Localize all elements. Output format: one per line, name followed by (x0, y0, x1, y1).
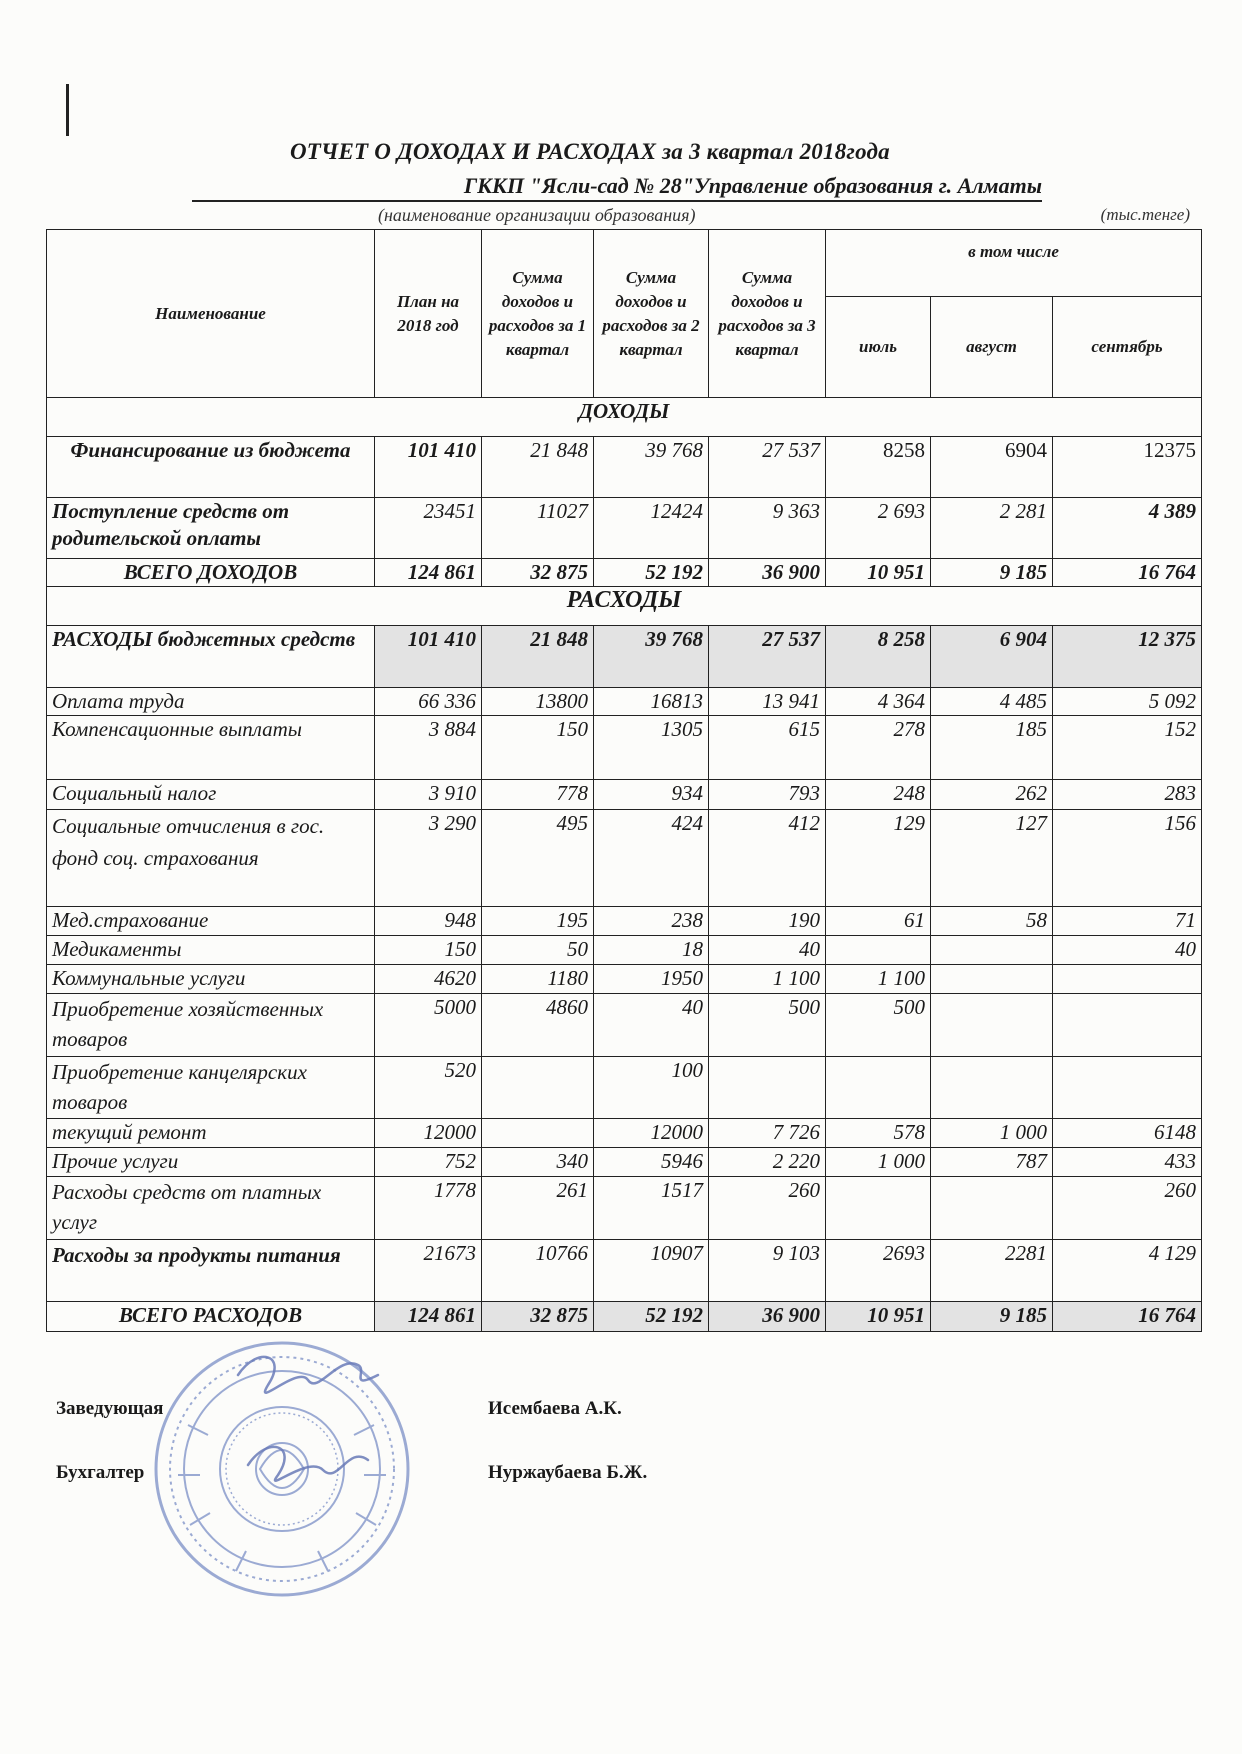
cell-july (826, 1177, 931, 1240)
cell-september (1053, 1057, 1202, 1119)
row-name: Поступление средств от родительской оплаты (47, 498, 375, 559)
row-name: Приобретение канцелярских товаров (47, 1057, 375, 1119)
table-row (47, 907, 1202, 936)
cell-plan: 3 910 (375, 780, 482, 810)
cell-september: 152 (1053, 716, 1202, 780)
budget-expenses-row (47, 626, 1202, 688)
cell-july: 248 (826, 780, 931, 810)
table-row (47, 1119, 1202, 1148)
cell-plan: 150 (375, 936, 482, 965)
table-row (47, 498, 1202, 559)
section-expenses: РАСХОДЫ (47, 587, 1202, 626)
header-july: июль (826, 297, 931, 398)
cell-august (931, 1177, 1053, 1240)
table-row (47, 936, 1202, 965)
cell-q1: 21 848 (482, 437, 594, 498)
row-name: Расходы средств от платных услуг (47, 1177, 375, 1240)
table-row (47, 1240, 1202, 1302)
header-q2: Сумма доходов и расходов за 2 квартал (594, 230, 709, 398)
cell-august: 127 (931, 810, 1053, 907)
cell-q3 (709, 1057, 826, 1119)
cell-august: 262 (931, 780, 1053, 810)
cell-q1: 11027 (482, 498, 594, 559)
cell-august: 58 (931, 907, 1053, 936)
cell-july (826, 936, 931, 965)
cell-august (931, 965, 1053, 994)
cell-september: 4 129 (1053, 1240, 1202, 1302)
row-name: Расходы за продукты питания (47, 1240, 375, 1302)
cell-q3: 1 100 (709, 965, 826, 994)
cell-july: 500 (826, 994, 931, 1057)
cell-q1: 32 875 (482, 559, 594, 587)
cell-q2: 100 (594, 1057, 709, 1119)
header-q1: Сумма доходов и расходов за 1 квартал (482, 230, 594, 398)
table-row (47, 965, 1202, 994)
cell-q2: 1305 (594, 716, 709, 780)
cell-plan: 12000 (375, 1119, 482, 1148)
table-row (47, 1057, 1202, 1119)
cell-q1: 50 (482, 936, 594, 965)
cell-q3: 9 363 (709, 498, 826, 559)
cell-august (931, 936, 1053, 965)
cell-plan: 3 884 (375, 716, 482, 780)
cell-september: 260 (1053, 1177, 1202, 1240)
cell-plan: 752 (375, 1148, 482, 1177)
row-name: Компенсационные выплаты (47, 716, 375, 780)
cell-q2: 52 192 (594, 1302, 709, 1332)
header-name: Наименование (47, 230, 375, 398)
cell-q2: 10907 (594, 1240, 709, 1302)
cell-september: 16 764 (1053, 559, 1202, 587)
cell-plan: 23451 (375, 498, 482, 559)
header-including: в том числе (826, 230, 1202, 297)
cell-july: 129 (826, 810, 931, 907)
cell-q1 (482, 1057, 594, 1119)
head-label: Заведующая (56, 1398, 164, 1419)
cell-plan: 1778 (375, 1177, 482, 1240)
cell-q2: 12424 (594, 498, 709, 559)
cell-august: 9 185 (931, 559, 1053, 587)
income-expense-table (46, 229, 1202, 1332)
cell-q3: 9 103 (709, 1240, 826, 1302)
cell-july: 2 693 (826, 498, 931, 559)
cell-q3: 40 (709, 936, 826, 965)
cell-q2: 424 (594, 810, 709, 907)
cell-q3: 412 (709, 810, 826, 907)
cell-september: 12 375 (1053, 626, 1202, 688)
cell-q3: 13 941 (709, 688, 826, 716)
row-name: ВСЕГО РАСХОДОВ (47, 1302, 375, 1332)
cell-july: 1 000 (826, 1148, 931, 1177)
cell-plan: 4620 (375, 965, 482, 994)
cell-september: 4 389 (1053, 498, 1202, 559)
cell-september: 283 (1053, 780, 1202, 810)
cell-plan: 21673 (375, 1240, 482, 1302)
cell-q1: 150 (482, 716, 594, 780)
header-q3: Сумма доходов и расходов за 3 квартал (709, 230, 826, 398)
row-name: Прочие услуги (47, 1148, 375, 1177)
table-row (47, 1177, 1202, 1240)
row-name: Социальные отчисления в гос. фонд соц. страхования (47, 810, 375, 907)
row-name: Медикаменты (47, 936, 375, 965)
cell-july: 578 (826, 1119, 931, 1148)
cell-august: 1 000 (931, 1119, 1053, 1148)
cell-july: 8258 (826, 437, 931, 498)
cell-q2: 1517 (594, 1177, 709, 1240)
cell-q2: 1950 (594, 965, 709, 994)
cell-august: 2 281 (931, 498, 1053, 559)
cell-plan: 5000 (375, 994, 482, 1057)
cell-september: 433 (1053, 1148, 1202, 1177)
cell-q2: 39 768 (594, 626, 709, 688)
cell-august (931, 994, 1053, 1057)
table-row (47, 1148, 1202, 1177)
cell-q3: 36 900 (709, 559, 826, 587)
cell-august: 6 904 (931, 626, 1053, 688)
cell-q3: 27 537 (709, 626, 826, 688)
cell-plan: 66 336 (375, 688, 482, 716)
header-august: август (931, 297, 1053, 398)
cell-july: 4 364 (826, 688, 931, 716)
cell-q1: 10766 (482, 1240, 594, 1302)
head-name: Исембаева А.К. (488, 1398, 622, 1419)
cell-q2: 12000 (594, 1119, 709, 1148)
header-september: сентябрь (1053, 297, 1202, 398)
cell-q3: 2 220 (709, 1148, 826, 1177)
cell-july: 10 951 (826, 1302, 931, 1332)
cell-plan: 124 861 (375, 559, 482, 587)
page-edge-mark (66, 84, 69, 136)
cell-september (1053, 994, 1202, 1057)
cell-september: 12375 (1053, 437, 1202, 498)
cell-plan: 101 410 (375, 437, 482, 498)
organization-name: ГККП "Ясли-сад № 28"Управление образования г. Алматы (192, 172, 1042, 202)
row-name: Оплата труда (47, 688, 375, 716)
cell-q1: 4860 (482, 994, 594, 1057)
cell-august: 787 (931, 1148, 1053, 1177)
cell-september: 40 (1053, 936, 1202, 965)
cell-august (931, 1057, 1053, 1119)
cell-july: 2693 (826, 1240, 931, 1302)
cell-q3: 260 (709, 1177, 826, 1240)
cell-july: 278 (826, 716, 931, 780)
section-income: ДОХОДЫ (47, 398, 1202, 437)
table-row (47, 810, 1202, 907)
cell-august: 4 485 (931, 688, 1053, 716)
cell-q1: 195 (482, 907, 594, 936)
row-name: Приобретение хозяйственных товаров (47, 994, 375, 1057)
cell-q3: 7 726 (709, 1119, 826, 1148)
cell-q1: 1180 (482, 965, 594, 994)
row-name: Финансирование из бюджета (47, 437, 375, 498)
table-row (47, 437, 1202, 498)
row-name: Социальный налог (47, 780, 375, 810)
cell-september: 6148 (1053, 1119, 1202, 1148)
cell-august: 2281 (931, 1240, 1053, 1302)
cell-q2: 18 (594, 936, 709, 965)
row-name: Мед.страхование (47, 907, 375, 936)
cell-q2: 934 (594, 780, 709, 810)
cell-q3: 615 (709, 716, 826, 780)
table-row (47, 780, 1202, 810)
cell-july (826, 1057, 931, 1119)
cell-september: 71 (1053, 907, 1202, 936)
cell-july: 61 (826, 907, 931, 936)
cell-plan: 3 290 (375, 810, 482, 907)
cell-q2: 238 (594, 907, 709, 936)
cell-q3: 36 900 (709, 1302, 826, 1332)
cell-plan: 520 (375, 1057, 482, 1119)
cell-august: 185 (931, 716, 1053, 780)
expense-total-row (47, 1302, 1202, 1332)
units-label: (тыс.тенге) (1100, 205, 1190, 224)
row-name: ВСЕГО ДОХОДОВ (47, 559, 375, 587)
cell-august: 9 185 (931, 1302, 1053, 1332)
income-total-row (47, 559, 1202, 587)
cell-september: 16 764 (1053, 1302, 1202, 1332)
cell-q1: 495 (482, 810, 594, 907)
row-name: РАСХОДЫ бюджетных средств (47, 626, 375, 688)
cell-plan: 124 861 (375, 1302, 482, 1332)
row-name: текущий ремонт (47, 1119, 375, 1148)
cell-september: 156 (1053, 810, 1202, 907)
cell-q1: 32 875 (482, 1302, 594, 1332)
header-plan: План на 2018 год (375, 230, 482, 398)
organization-caption: (наименование организации образования) (378, 205, 696, 225)
cell-august: 6904 (931, 437, 1053, 498)
table-row (47, 716, 1202, 780)
cell-q3: 500 (709, 994, 826, 1057)
cell-plan: 948 (375, 907, 482, 936)
cell-q3: 793 (709, 780, 826, 810)
report-title: ОТЧЕТ О ДОХОДАХ И РАСХОДАХ за 3 квартал 2018года (290, 139, 890, 164)
cell-q1 (482, 1119, 594, 1148)
table-row (47, 994, 1202, 1057)
row-name: Коммунальные услуги (47, 965, 375, 994)
cell-q3: 190 (709, 907, 826, 936)
cell-q2: 16813 (594, 688, 709, 716)
cell-q2: 52 192 (594, 559, 709, 587)
cell-july: 1 100 (826, 965, 931, 994)
cell-q1: 340 (482, 1148, 594, 1177)
cell-plan: 101 410 (375, 626, 482, 688)
accountant-name: Нуржаубаева Б.Ж. (488, 1462, 648, 1483)
cell-q1: 261 (482, 1177, 594, 1240)
cell-q3: 27 537 (709, 437, 826, 498)
table-row (47, 688, 1202, 716)
cell-q2: 5946 (594, 1148, 709, 1177)
cell-q1: 13800 (482, 688, 594, 716)
cell-q2: 39 768 (594, 437, 709, 498)
accountant-label: Бухгалтер (56, 1462, 145, 1483)
cell-q1: 21 848 (482, 626, 594, 688)
cell-q2: 40 (594, 994, 709, 1057)
cell-september: 5 092 (1053, 688, 1202, 716)
cell-september (1053, 965, 1202, 994)
cell-july: 8 258 (826, 626, 931, 688)
cell-july: 10 951 (826, 559, 931, 587)
cell-q1: 778 (482, 780, 594, 810)
round-seal-stamp (148, 1335, 438, 1625)
